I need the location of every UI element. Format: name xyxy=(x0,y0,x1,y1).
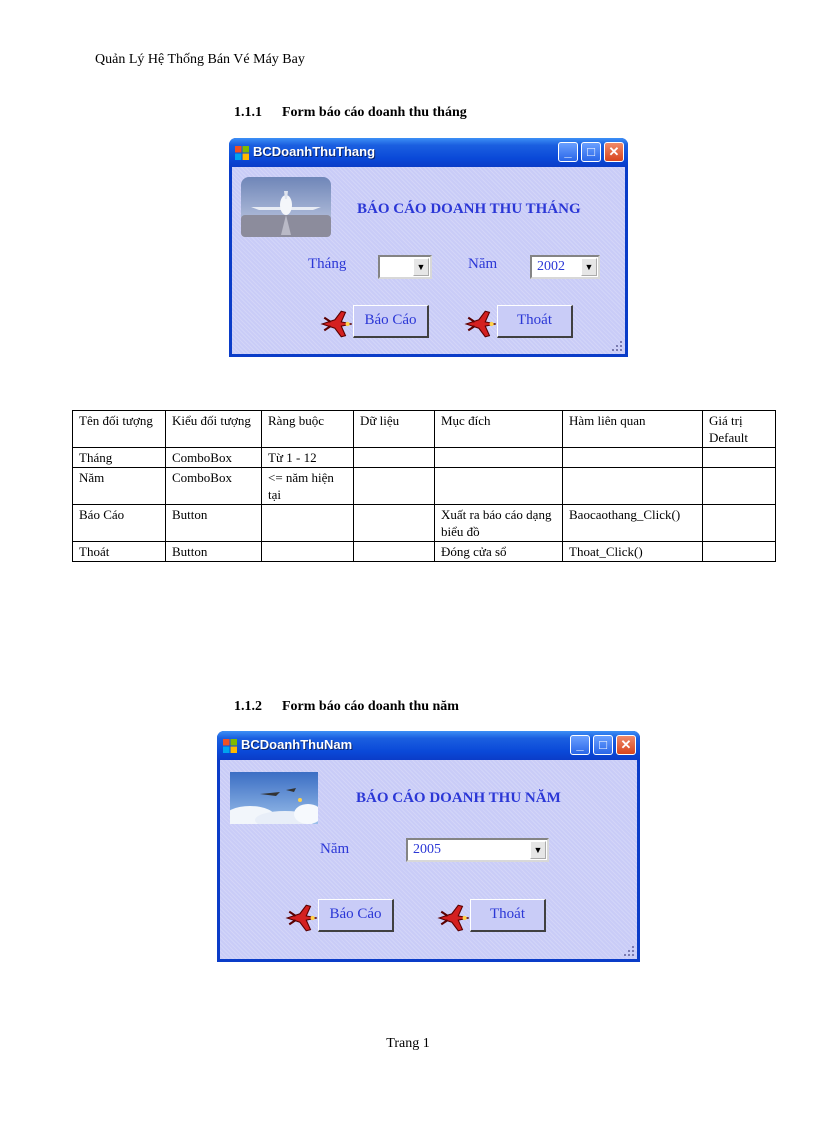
year-combobox[interactable] xyxy=(406,838,549,862)
year-value: 2002 xyxy=(537,259,565,274)
airplane-photo xyxy=(241,177,331,237)
minimize-button[interactable] xyxy=(570,735,590,755)
table-cell: Tháng xyxy=(73,448,166,468)
window-title: BCDoanhThuNam xyxy=(241,737,353,752)
table-cell: ComboBox xyxy=(166,448,262,468)
spec-table xyxy=(72,410,776,562)
close-icon: ✕ xyxy=(620,737,632,752)
close-icon: ✕ xyxy=(608,144,620,159)
resize-grip-icon[interactable] xyxy=(623,945,635,957)
chevron-down-icon[interactable]: ▼ xyxy=(581,258,597,276)
table-row xyxy=(73,468,776,505)
table-cell xyxy=(262,542,354,562)
table-cell: Thoat_Click() xyxy=(563,542,703,562)
month-combobox[interactable] xyxy=(378,255,432,279)
section-number: 1.1.1 xyxy=(234,105,262,120)
table-cell xyxy=(354,468,435,505)
window-title: BCDoanhThuThang xyxy=(253,144,376,159)
plane-icon xyxy=(320,309,354,339)
table-cell: Đóng cửa sổ xyxy=(435,542,563,562)
page-number: Trang 1 xyxy=(386,1036,430,1051)
form-heading: BÁO CÁO DOANH THU NĂM xyxy=(356,790,561,806)
section-title: Form báo cáo doanh thu năm xyxy=(282,699,459,714)
table-cell xyxy=(262,505,354,542)
table-cell xyxy=(354,448,435,468)
maximize-icon: □ xyxy=(599,737,607,752)
form-client-area xyxy=(232,167,625,354)
table-cell: Năm xyxy=(73,468,166,505)
window-bc-doanh-thu-nam xyxy=(217,731,640,962)
table-cell: <= năm hiện tại xyxy=(262,468,354,505)
column-header: Hàm liên quan xyxy=(563,411,703,448)
chevron-down-icon[interactable]: ▼ xyxy=(413,258,429,276)
table-cell xyxy=(563,468,703,505)
month-label: Tháng xyxy=(308,256,347,272)
section-heading-2 xyxy=(234,699,459,715)
table-cell xyxy=(703,505,776,542)
section-title: Form báo cáo doanh thu tháng xyxy=(282,105,467,120)
window-bc-doanh-thu-thang xyxy=(229,138,628,357)
year-label: Năm xyxy=(468,256,498,272)
table-cell xyxy=(703,542,776,562)
close-button[interactable] xyxy=(616,735,636,755)
column-header: Dữ liệu xyxy=(354,411,435,448)
maximize-button[interactable] xyxy=(581,142,601,162)
table-cell xyxy=(703,468,776,505)
maximize-button[interactable] xyxy=(593,735,613,755)
plane-icon xyxy=(437,903,471,933)
table-cell: Thoát xyxy=(73,542,166,562)
report-button[interactable]: Báo Cáo xyxy=(353,305,429,338)
form-heading: BÁO CÁO DOANH THU THÁNG xyxy=(357,201,581,217)
table-cell: Xuất ra báo cáo dạng biểu đồ xyxy=(435,505,563,542)
minimize-icon: _ xyxy=(564,144,572,159)
table-row xyxy=(73,448,776,468)
sky-photo xyxy=(230,772,318,824)
form-client-area xyxy=(220,760,637,959)
table-cell xyxy=(354,542,435,562)
table-cell: Báo Cáo xyxy=(73,505,166,542)
minimize-button[interactable] xyxy=(558,142,578,162)
table-cell xyxy=(703,448,776,468)
exit-button[interactable]: Thoát xyxy=(470,899,546,932)
table-cell xyxy=(563,448,703,468)
table-row xyxy=(73,542,776,562)
document-header: Quản Lý Hệ Thống Bán Vé Máy Bay xyxy=(95,52,305,67)
table-cell: Button xyxy=(166,542,262,562)
year-value: 2005 xyxy=(413,842,441,857)
column-header: Kiểu đối tượng xyxy=(166,411,262,448)
title-bar[interactable] xyxy=(217,731,640,760)
table-header-row xyxy=(73,411,776,448)
title-bar[interactable] xyxy=(229,138,628,167)
table-cell xyxy=(354,505,435,542)
table-cell: ComboBox xyxy=(166,468,262,505)
table-row xyxy=(73,505,776,542)
app-icon xyxy=(235,146,249,160)
chevron-down-icon[interactable]: ▼ xyxy=(530,841,546,859)
app-icon xyxy=(223,739,237,753)
year-combobox[interactable] xyxy=(530,255,600,279)
close-button[interactable] xyxy=(604,142,624,162)
exit-button[interactable]: Thoát xyxy=(497,305,573,338)
column-header: Ràng buộc xyxy=(262,411,354,448)
table-cell xyxy=(435,448,563,468)
section-heading-1 xyxy=(234,105,467,121)
year-label: Năm xyxy=(320,841,350,857)
table-cell: Button xyxy=(166,505,262,542)
report-button[interactable]: Báo Cáo xyxy=(318,899,394,932)
table-cell xyxy=(435,468,563,505)
plane-icon xyxy=(464,309,498,339)
table-cell: Từ 1 - 12 xyxy=(262,448,354,468)
column-header: Giá trị Default xyxy=(703,411,776,448)
section-number: 1.1.2 xyxy=(234,699,262,714)
table-cell: Baocaothang_Click() xyxy=(563,505,703,542)
maximize-icon: □ xyxy=(587,144,595,159)
column-header: Mục đích xyxy=(435,411,563,448)
resize-grip-icon[interactable] xyxy=(611,340,623,352)
minimize-icon: _ xyxy=(576,737,584,752)
plane-icon xyxy=(285,903,319,933)
column-header: Tên đối tượng xyxy=(73,411,166,448)
